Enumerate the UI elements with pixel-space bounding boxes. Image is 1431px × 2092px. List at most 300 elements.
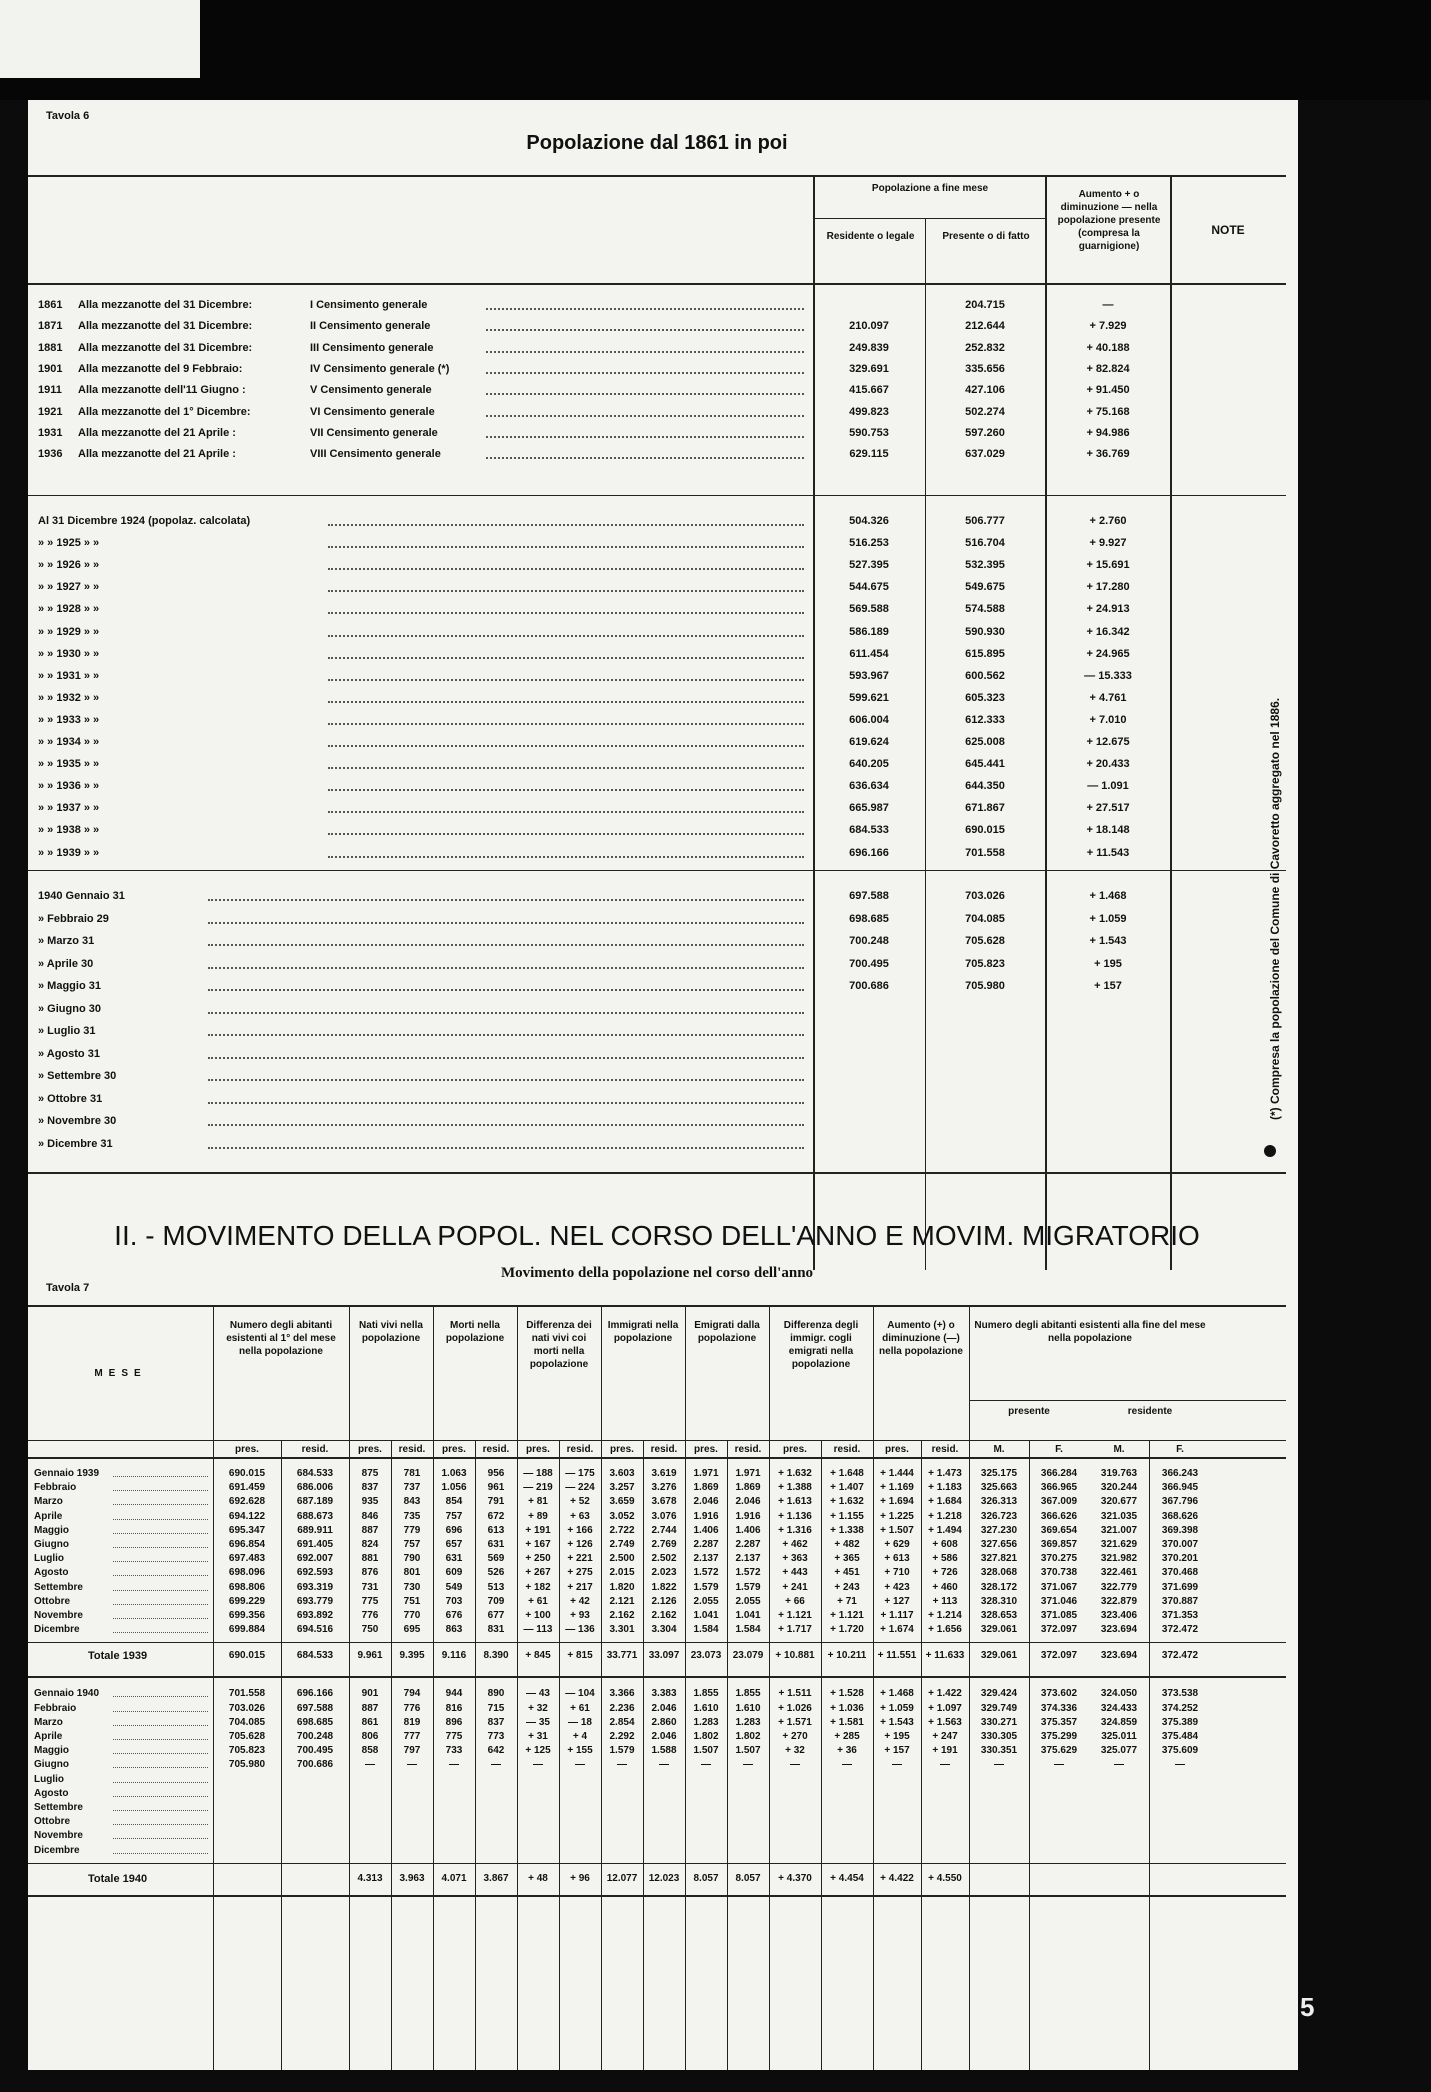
cell-value: 371.067 xyxy=(1040,1581,1078,1593)
cell-value: + 1.511 xyxy=(778,1688,812,1700)
cell-value: 837 xyxy=(361,1482,379,1494)
cell-value: 3.076 xyxy=(651,1510,677,1522)
cell-value: + 1.632 xyxy=(778,1468,812,1479)
leader-dots xyxy=(328,524,804,526)
cell-value: + 48 xyxy=(528,1872,548,1884)
cell-value: 2.502 xyxy=(651,1553,677,1565)
cell-value: + 1.468 xyxy=(880,1688,914,1700)
cell-value: 320.244 xyxy=(1100,1482,1138,1494)
cell-value: 677 xyxy=(487,1610,505,1621)
cell-value: 322.461 xyxy=(1100,1567,1138,1579)
cell-value: 1.572 xyxy=(693,1567,719,1579)
cell-value: 375.389 xyxy=(1161,1716,1199,1728)
cell-value: 631 xyxy=(487,1539,505,1550)
value-aumento: + 24.913 xyxy=(1086,603,1130,616)
cell-value: + 1.694 xyxy=(880,1496,914,1508)
value-residente: 504.326 xyxy=(849,515,889,527)
cell-value: 699.229 xyxy=(228,1595,266,1607)
cell-value: 731 xyxy=(361,1581,379,1593)
cell-value: 801 xyxy=(403,1567,421,1579)
cell-value: 329.061 xyxy=(980,1624,1018,1636)
cell-value: 12.023 xyxy=(648,1872,680,1884)
cell-value: + 221 xyxy=(567,1553,593,1565)
row-month: Novembre xyxy=(34,1830,83,1842)
cell-value: 613 xyxy=(487,1524,505,1536)
cell-value: 704.085 xyxy=(228,1716,266,1728)
cell-value: + 32 xyxy=(528,1702,548,1714)
cell-value: + 1.136 xyxy=(778,1510,812,1522)
cell-value: 513 xyxy=(487,1581,505,1593)
cell-value: 863 xyxy=(445,1624,463,1636)
cell-value: 328.310 xyxy=(980,1595,1018,1607)
cell-value: 2.046 xyxy=(651,1702,677,1714)
row-label: Alla mezzanotte del 21 Aprile : xyxy=(78,448,236,461)
leader-dots xyxy=(113,1696,208,1697)
cell-value: 694.122 xyxy=(228,1510,266,1522)
leader-dots xyxy=(113,1533,208,1534)
header-col-3: Differenza dei nati vivi coi morti nella popolazione xyxy=(526,1320,592,1370)
cell-value: 806 xyxy=(361,1731,379,1742)
page-title: Popolazione dal 1861 in poi xyxy=(526,132,788,154)
cell-value: + 126 xyxy=(567,1539,593,1550)
leader-dots xyxy=(208,922,804,924)
cell-value: 329.749 xyxy=(980,1702,1018,1714)
header-residente: Residente o legale xyxy=(826,231,915,242)
leader-dots xyxy=(328,789,804,791)
cell-value: 692.628 xyxy=(228,1496,266,1508)
row-year: 1921 xyxy=(38,405,63,418)
cell-value: 961 xyxy=(487,1482,505,1494)
row-census: III Censimento generale xyxy=(310,341,434,354)
cell-value: + 250 xyxy=(525,1553,551,1565)
cell-value: — xyxy=(940,1759,950,1771)
cell-value: 372.097 xyxy=(1040,1650,1078,1662)
value-aumento: + 157 xyxy=(1094,980,1122,992)
leader-dots xyxy=(113,1753,208,1754)
value-presente: 703.026 xyxy=(965,890,1005,902)
cell-value: 715 xyxy=(487,1702,505,1714)
cell-value: 374.336 xyxy=(1040,1702,1078,1714)
value-presente: 204.715 xyxy=(965,299,1005,311)
cell-value: 1.588 xyxy=(651,1745,677,1757)
cell-value: 325.011 xyxy=(1101,1731,1137,1742)
cell-value: + 1.494 xyxy=(928,1524,962,1536)
row-label: » Dicembre 31 xyxy=(38,1137,113,1150)
value-presente: 212.644 xyxy=(965,320,1005,333)
row-label: » Luglio 31 xyxy=(38,1025,96,1037)
cell-value: + 11.551 xyxy=(877,1650,917,1662)
value-residente: 415.667 xyxy=(849,384,889,397)
cell-value: 321.007 xyxy=(1100,1524,1138,1536)
cell-value: 1.820 xyxy=(609,1581,635,1593)
cell-value: 3.867 xyxy=(483,1872,509,1884)
row-month: Maggio xyxy=(34,1524,69,1536)
cell-value: 2.162 xyxy=(651,1610,677,1621)
table2-rule xyxy=(28,1440,1286,1441)
cell-value: 370.468 xyxy=(1161,1567,1199,1579)
row-month: Giugno xyxy=(34,1759,69,1771)
value-residente: 590.753 xyxy=(849,426,889,439)
cell-value: 944 xyxy=(445,1688,463,1700)
header-col-2: Morti nella popolazione xyxy=(445,1320,505,1344)
cell-value: + 182 xyxy=(525,1581,551,1593)
row-month: Dicembre xyxy=(34,1844,80,1856)
cell-value: 8.057 xyxy=(693,1872,719,1884)
value-residente: 249.839 xyxy=(849,341,889,354)
cell-value: 323.694 xyxy=(1100,1650,1138,1662)
value-presente: 705.980 xyxy=(965,980,1005,992)
cell-value: 775 xyxy=(445,1731,463,1742)
cell-value: 843 xyxy=(403,1496,421,1508)
cell-value: 549 xyxy=(445,1581,463,1593)
cell-value: + 1.563 xyxy=(928,1716,962,1728)
cell-value: + 63 xyxy=(570,1510,590,1522)
cell-value: + 11.633 xyxy=(925,1650,965,1662)
cell-value: 371.353 xyxy=(1161,1610,1199,1621)
value-presente: 574.588 xyxy=(965,603,1005,616)
cell-value: 321.035 xyxy=(1100,1510,1138,1522)
cell-value: 697.483 xyxy=(228,1553,266,1565)
row-label: Alla mezzanotte del 31 Dicembre: xyxy=(78,341,253,354)
cell-value: 2.749 xyxy=(609,1539,635,1550)
cell-value: + 275 xyxy=(567,1567,593,1579)
cell-value: 692.007 xyxy=(296,1553,334,1565)
cell-value: 956 xyxy=(487,1468,505,1479)
cell-value: 1.822 xyxy=(651,1581,677,1593)
cell-value: 329.061 xyxy=(980,1650,1018,1662)
cell-value: — 35 xyxy=(526,1716,550,1728)
cell-value: + 191 xyxy=(932,1745,958,1757)
cell-value: 692.593 xyxy=(296,1567,334,1579)
header-col-7: Aumento (+) o diminuzione (—) nella popolazione xyxy=(879,1320,963,1357)
cell-value: 690.015 xyxy=(228,1468,266,1479)
header-aumento: Aumento + o diminuzione — nella popolazione presente (compresa la guarnigione) xyxy=(1057,189,1161,252)
cell-value: 819 xyxy=(403,1716,421,1728)
cell-value: + 1.183 xyxy=(928,1482,962,1494)
header-m: M. xyxy=(993,1444,1005,1455)
cell-value: 3.603 xyxy=(609,1468,635,1479)
cell-value: 698.685 xyxy=(296,1716,334,1728)
leader-dots xyxy=(328,679,804,681)
value-aumento: + 91.450 xyxy=(1086,384,1130,397)
cell-value: 770 xyxy=(403,1610,421,1621)
value-residente: 700.686 xyxy=(849,980,889,992)
header-resid: resid. xyxy=(734,1444,762,1455)
cell-value: 3.301 xyxy=(609,1624,635,1636)
cell-value: + 1.674 xyxy=(880,1624,914,1636)
cell-value: + 32 xyxy=(785,1745,805,1757)
cell-value: 8.057 xyxy=(735,1872,761,1884)
row-label: » » 1934 » » xyxy=(38,736,100,748)
table2-rule xyxy=(28,1642,1286,1643)
leader-dots xyxy=(113,1725,208,1726)
header-col-4: Immigrati nella popolazione xyxy=(607,1320,679,1344)
cell-value: 1.916 xyxy=(693,1510,719,1522)
cell-value: 699.884 xyxy=(228,1624,266,1636)
header-col-8: Numero degli abitanti esistenti alla fine del mese nella popolazione xyxy=(974,1320,1206,1344)
header-resid: resid. xyxy=(566,1444,594,1455)
row-census: V Censimento generale xyxy=(310,384,432,397)
page-number: 5 xyxy=(1300,1992,1315,2022)
leader-dots xyxy=(113,1810,208,1811)
cell-value: 698.806 xyxy=(228,1581,266,1593)
header-resid: resid. xyxy=(482,1444,510,1455)
cell-value: 700.686 xyxy=(296,1759,334,1771)
row-census: VII Censimento generale xyxy=(310,426,438,439)
leader-dots xyxy=(328,635,804,637)
value-presente: 704.085 xyxy=(965,912,1005,925)
value-presente: 549.675 xyxy=(965,581,1005,594)
leader-dots xyxy=(328,546,804,548)
cell-value: 691.459 xyxy=(228,1482,266,1494)
table1-top-rule xyxy=(28,175,1286,177)
row-month: Dicembre xyxy=(34,1624,80,1636)
cell-value: 757 xyxy=(445,1510,463,1522)
row-census: VI Censimento generale xyxy=(310,405,435,418)
value-aumento: + 15.691 xyxy=(1086,559,1130,572)
cell-value: + 31 xyxy=(528,1731,548,1742)
cell-value: + 66 xyxy=(785,1595,805,1607)
row-label: 1940 Gennaio 31 xyxy=(38,890,125,902)
cell-value: 369.398 xyxy=(1161,1524,1199,1536)
row-month: Marzo xyxy=(34,1716,63,1728)
leader-dots xyxy=(113,1796,208,1797)
cell-value: — 219 xyxy=(523,1482,553,1494)
cell-value: 3.052 xyxy=(609,1510,635,1522)
cell-value: + 52 xyxy=(570,1496,590,1508)
cell-value: — xyxy=(1175,1759,1185,1771)
cell-value: — xyxy=(892,1759,902,1771)
cell-value: + 167 xyxy=(525,1539,551,1550)
header-m: M. xyxy=(1113,1444,1125,1455)
cell-value: 329.424 xyxy=(980,1688,1018,1700)
row-label: » Marzo 31 xyxy=(38,935,95,947)
row-census: IV Censimento generale (*) xyxy=(310,362,450,375)
value-presente: 605.323 xyxy=(965,691,1005,704)
cell-value: 2.500 xyxy=(609,1553,635,1565)
leader-dots xyxy=(208,1012,804,1014)
table7-number: Tavola 7 xyxy=(46,1282,90,1294)
header-resid: resid. xyxy=(398,1444,426,1455)
cell-value: 1.406 xyxy=(693,1524,719,1536)
cell-value: 3.276 xyxy=(651,1482,677,1494)
cell-value: + 1.507 xyxy=(880,1524,914,1536)
cell-value: + 1.444 xyxy=(880,1468,914,1479)
cell-value: 1.579 xyxy=(609,1745,635,1757)
cell-value: — xyxy=(659,1759,669,1771)
leader-dots xyxy=(113,1618,208,1619)
cell-value: 370.201 xyxy=(1161,1553,1199,1565)
cell-value: 569 xyxy=(487,1553,505,1565)
row-month: Settembre xyxy=(34,1581,83,1593)
cell-value: 696.166 xyxy=(296,1688,334,1700)
cell-value: — xyxy=(533,1759,543,1771)
cell-value: — 224 xyxy=(565,1482,595,1494)
cell-value: — 188 xyxy=(523,1468,553,1479)
row-label: » » 1939 » » xyxy=(38,846,100,859)
bullet-mark xyxy=(1264,1145,1276,1157)
cell-value: 1.971 xyxy=(693,1468,719,1479)
table1-section-rule xyxy=(28,495,1286,496)
value-aumento: + 16.342 xyxy=(1086,625,1130,638)
leader-dots xyxy=(208,989,804,991)
cell-value: 881 xyxy=(361,1553,379,1565)
cell-value: 2.236 xyxy=(609,1702,635,1714)
cell-value: 366.945 xyxy=(1161,1482,1199,1494)
row-label: Alla mezzanotte dell'11 Giugno : xyxy=(78,384,246,397)
cell-value: 887 xyxy=(361,1524,379,1536)
cell-value: 1.579 xyxy=(693,1581,719,1593)
cell-value: 375.609 xyxy=(1161,1745,1199,1757)
leader-dots xyxy=(208,1034,804,1036)
leader-dots xyxy=(113,1519,208,1520)
cell-value: 1.916 xyxy=(735,1510,761,1522)
value-residente: 684.533 xyxy=(849,824,889,837)
cell-value: 631 xyxy=(445,1553,463,1565)
cell-value: + 1.422 xyxy=(928,1688,962,1700)
table2-rule xyxy=(28,1457,1286,1459)
leader-dots xyxy=(208,1147,804,1149)
cell-value: 2.015 xyxy=(609,1567,635,1579)
cell-value: + 482 xyxy=(834,1539,860,1550)
leader-dots xyxy=(113,1575,208,1576)
row-month: Febbraio xyxy=(34,1702,77,1714)
table1-section-rule xyxy=(28,870,1286,871)
header-presente: presente xyxy=(1008,1406,1050,1417)
leader-dots xyxy=(328,657,804,659)
cell-value: 4.313 xyxy=(357,1872,383,1884)
cell-value: 323.406 xyxy=(1100,1610,1138,1621)
header-note: NOTE xyxy=(1211,223,1245,237)
header-pres: pres. xyxy=(442,1444,466,1455)
cell-value: 369.857 xyxy=(1040,1539,1078,1550)
cell-value: 698.096 xyxy=(228,1567,266,1579)
cell-value: 935 xyxy=(361,1496,379,1508)
cell-value: 695.347 xyxy=(228,1524,266,1536)
leader-dots xyxy=(113,1504,208,1505)
cell-value: — xyxy=(994,1759,1004,1771)
row-label: » » 1937 » » xyxy=(38,802,100,815)
cell-value: 2.137 xyxy=(735,1553,761,1565)
section-subheading: Movimento della popolazione nel corso dell'anno xyxy=(500,1265,814,1281)
cell-value: — xyxy=(617,1759,627,1771)
cell-value: + 1.214 xyxy=(928,1610,962,1621)
cell-value: 1.971 xyxy=(735,1468,761,1479)
value-residente: 499.823 xyxy=(849,405,889,418)
cell-value: 695 xyxy=(403,1624,421,1636)
cell-value: 526 xyxy=(487,1567,505,1579)
cell-value: + 1.717 xyxy=(778,1624,812,1636)
cell-value: 371.085 xyxy=(1040,1610,1078,1621)
header-pres: pres. xyxy=(358,1444,382,1455)
cell-value: + 460 xyxy=(932,1581,958,1593)
value-presente: 516.704 xyxy=(965,537,1005,550)
cell-value: — xyxy=(842,1759,852,1771)
value-residente: 593.967 xyxy=(849,669,889,682)
cell-value: + 93 xyxy=(570,1610,590,1621)
cell-value: — xyxy=(743,1759,753,1771)
cell-value: + 365 xyxy=(834,1553,860,1565)
cell-value: 1.283 xyxy=(735,1716,761,1728)
cell-value: 366.965 xyxy=(1040,1482,1078,1494)
leader-dots xyxy=(328,767,804,769)
cell-value: 325.663 xyxy=(980,1482,1018,1494)
value-aumento: + 17.280 xyxy=(1086,581,1130,594)
value-residente: 698.685 xyxy=(849,912,889,925)
header-pres: pres. xyxy=(783,1444,807,1455)
leader-dots xyxy=(113,1632,208,1633)
cell-value: 366.626 xyxy=(1040,1510,1078,1522)
table1-col-divider xyxy=(925,218,926,1270)
header-popolazione: Popolazione a fine mese xyxy=(871,183,989,194)
cell-value: 8.390 xyxy=(483,1650,509,1662)
row-month: Novembre xyxy=(34,1610,83,1621)
value-aumento: + 1.543 xyxy=(1089,935,1127,947)
cell-value: + 423 xyxy=(884,1581,910,1593)
row-label: » » 1938 » » xyxy=(38,824,100,837)
value-residente: 527.395 xyxy=(849,559,889,572)
cell-value: + 1.581 xyxy=(830,1716,864,1728)
cell-value: 1.507 xyxy=(735,1745,761,1757)
value-aumento: + 12.675 xyxy=(1086,736,1130,748)
cell-value: 1.869 xyxy=(693,1482,719,1494)
cell-value: 773 xyxy=(487,1731,505,1742)
row-label: » Maggio 31 xyxy=(38,980,101,992)
cell-value: — 136 xyxy=(565,1624,595,1636)
leader-dots xyxy=(208,1057,804,1059)
cell-value: 858 xyxy=(361,1745,379,1757)
cell-value: 2.121 xyxy=(609,1595,635,1607)
cell-value: + 1.632 xyxy=(830,1496,864,1508)
cell-value: + 1.155 xyxy=(830,1510,864,1522)
leader-dots xyxy=(113,1590,208,1591)
cell-value: 691.405 xyxy=(296,1539,334,1550)
cell-value: 1.579 xyxy=(735,1581,761,1593)
cell-value: + 4.422 xyxy=(880,1872,914,1884)
cell-value: 330.305 xyxy=(980,1731,1018,1742)
cell-value: — xyxy=(449,1759,459,1771)
cell-value: 2.292 xyxy=(609,1731,635,1742)
row-month: Marzo xyxy=(34,1496,63,1508)
cell-value: 370.275 xyxy=(1040,1553,1078,1565)
cell-value: + 726 xyxy=(932,1567,958,1579)
side-note xyxy=(1248,600,1286,1120)
row-label: Al 31 Dicembre 1924 (popolaz. calcolata) xyxy=(38,515,251,527)
cell-value: + 10.211 xyxy=(827,1650,867,1662)
cell-value: + 845 xyxy=(525,1650,551,1662)
cell-value: 2.046 xyxy=(651,1731,677,1742)
cell-value: + 1.117 xyxy=(880,1610,914,1621)
value-residente: 700.495 xyxy=(849,957,889,970)
cell-value: 2.046 xyxy=(693,1496,719,1508)
cell-value: 372.472 xyxy=(1161,1624,1199,1636)
cell-value: + 462 xyxy=(782,1539,808,1550)
cell-value: 1.056 xyxy=(441,1482,467,1494)
row-month: Luglio xyxy=(34,1553,64,1565)
value-presente: 701.558 xyxy=(965,846,1005,859)
cell-value: 697.588 xyxy=(296,1702,334,1714)
cell-value: + 1.026 xyxy=(778,1702,812,1714)
section-heading: II. - MOVIMENTO DELLA POPOL. NEL CORSO DELL'ANNO E MOVIM. MIGRATORIO xyxy=(114,1220,1200,1251)
value-residente: 619.624 xyxy=(849,736,889,748)
value-presente: 506.777 xyxy=(965,515,1005,527)
cell-value: + 1.473 xyxy=(928,1468,962,1479)
cell-value: 319.763 xyxy=(1100,1468,1138,1479)
leader-dots xyxy=(113,1711,208,1712)
cell-value: — 43 xyxy=(526,1688,550,1700)
cell-value: 757 xyxy=(403,1539,421,1550)
cell-value: 9.116 xyxy=(441,1650,467,1662)
